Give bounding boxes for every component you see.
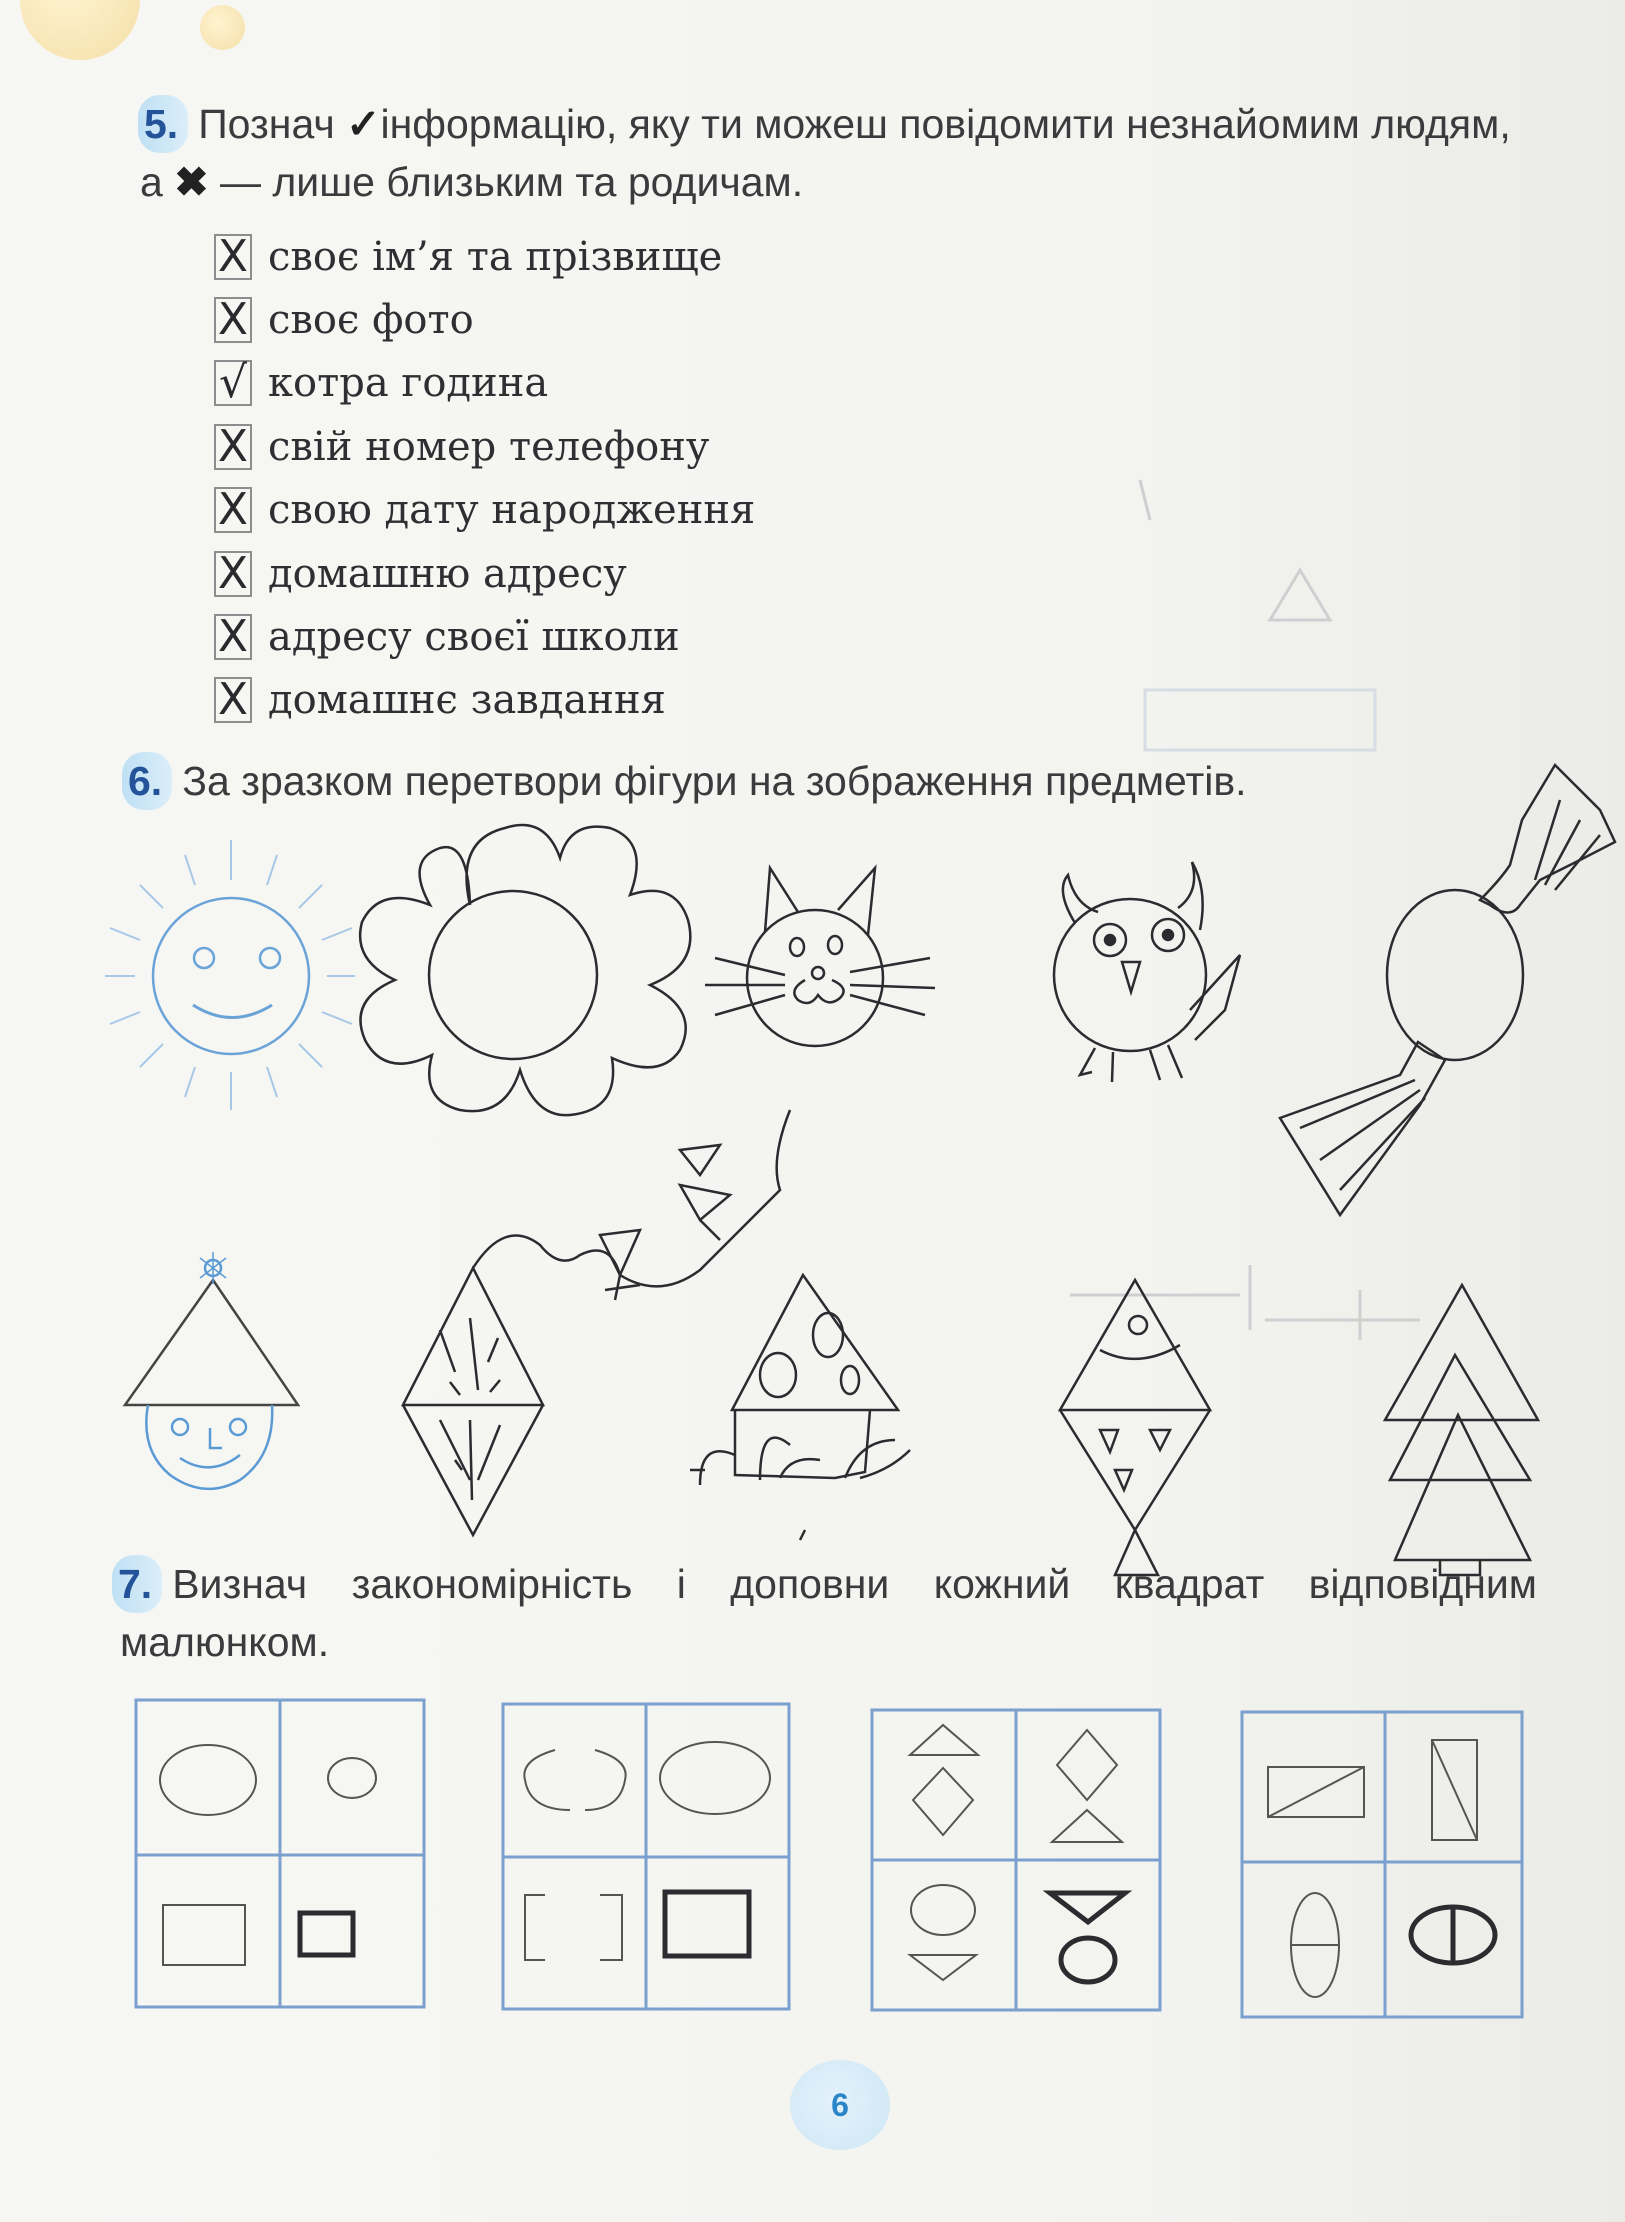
owl-drawing: [1054, 862, 1240, 1082]
handwritten-mark: X: [217, 294, 249, 346]
mushroom-drawing: [690, 1275, 910, 1540]
instruction-text: За зразком перетвори фігури на зображення предметів.: [182, 758, 1247, 804]
checklist-item-label: домашню адресу: [268, 550, 627, 597]
pattern-grid-2: [503, 1704, 789, 2009]
handwritten-mark: X: [217, 547, 249, 599]
checklist-item-label: свою дату народження: [268, 487, 756, 534]
pattern-grid-1: [136, 1700, 424, 2007]
instruction-text: Визнач закономірність і доповни кожний квадрат відповідним: [172, 1561, 1537, 1607]
show-through-marks: [1070, 480, 1420, 1340]
cross-mark-icon: ✖: [174, 159, 209, 205]
pattern-grid-4: [1242, 1712, 1522, 2017]
fish-drawing: [1060, 1280, 1210, 1575]
task-number-badge: 6.: [122, 752, 172, 810]
instruction-text: — лише близьким та родичам.: [219, 159, 804, 205]
kite-drawing: [403, 1110, 790, 1535]
instruction-text: інформацію, яку ти можеш повідомити незнайомим людям,: [380, 101, 1511, 147]
handwritten-mark: X: [217, 230, 249, 282]
task-number-badge: 5.: [138, 95, 188, 153]
task-number-badge: 7.: [112, 1555, 162, 1613]
checklist-item-label: свій номер телефону: [268, 423, 710, 470]
sun-sample-drawing: [105, 840, 355, 1110]
checklist-item-label: адресу своєї школи: [268, 614, 680, 661]
candy-drawing: [1280, 765, 1615, 1215]
page-number: [790, 2060, 890, 2150]
checklist-item-label: домашнє завдання: [268, 677, 666, 724]
handwritten-mark: X: [217, 420, 249, 472]
task7-instruction: [112, 1555, 1537, 1671]
checklist-item-label: своє фото: [268, 297, 474, 344]
handwritten-mark: X: [217, 611, 249, 663]
cat-drawing: [705, 868, 935, 1046]
flower-drawing: [360, 825, 690, 1115]
handwritten-mark: X: [217, 484, 249, 536]
handwritten-mark: √: [218, 357, 248, 409]
clown-sample-drawing: [125, 1252, 298, 1489]
checklist-item-label: своє ім’я та прізвище: [268, 233, 723, 280]
instruction-text: а: [140, 159, 163, 205]
pattern-grid-4-figures: [1268, 1740, 1495, 1997]
check-mark-icon: ✓: [346, 101, 381, 147]
page-number-text: 6: [831, 2086, 849, 2123]
handwritten-mark: X: [217, 674, 249, 726]
checklist-item-label: котра година: [268, 360, 549, 407]
instruction-text: Познач: [198, 101, 335, 147]
fir-tree-drawing: [1385, 1285, 1538, 1575]
instruction-text: малюнком.: [120, 1619, 330, 1665]
